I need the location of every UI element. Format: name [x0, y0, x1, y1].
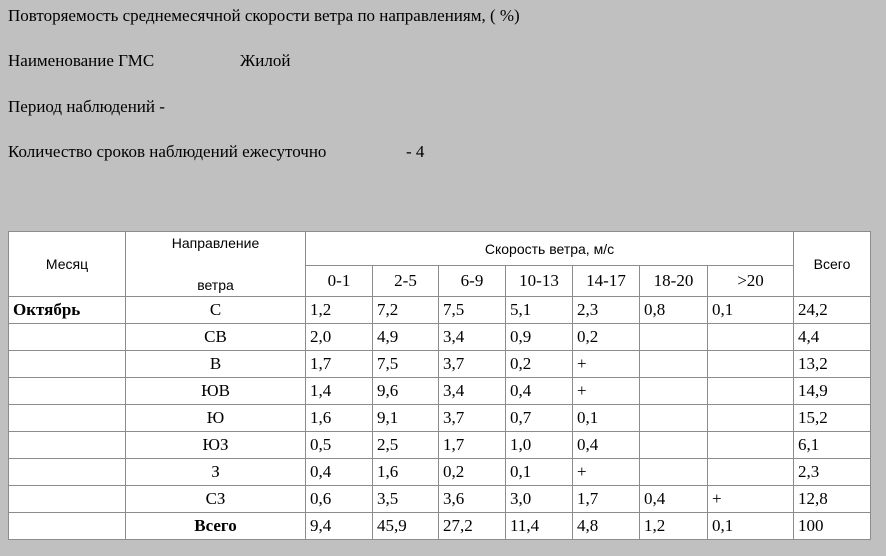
value-cell: 11,4 [506, 513, 573, 540]
value-cell: 0,6 [306, 486, 373, 513]
value-cell: 0,1 [708, 513, 794, 540]
value-cell: 0,5 [306, 432, 373, 459]
row-total-cell: 24,2 [794, 297, 871, 324]
header-speed-range: 18-20 [640, 266, 708, 297]
period-label: Период наблюдений - [8, 97, 165, 116]
value-cell: 0,1 [573, 405, 640, 432]
value-cell: 9,6 [373, 378, 439, 405]
value-cell: 27,2 [439, 513, 506, 540]
value-cell: 1,6 [373, 459, 439, 486]
value-cell: 0,1 [708, 297, 794, 324]
header-speed-range: >20 [708, 266, 794, 297]
observations-label: Количество сроков наблюдений ежесуточно [8, 142, 327, 161]
value-cell [640, 432, 708, 459]
value-cell: 0,4 [640, 486, 708, 513]
value-cell: 7,2 [373, 297, 439, 324]
wind-speed-table [8, 231, 871, 540]
table-row [9, 405, 871, 432]
value-cell: 1,7 [439, 432, 506, 459]
header-speed-range: 10-13 [506, 266, 573, 297]
header-total: Всего [794, 232, 871, 297]
station-row [8, 51, 291, 71]
observations-row [8, 142, 425, 162]
station-label: Наименование ГМС [8, 51, 155, 70]
header-speed-range: 2-5 [373, 266, 439, 297]
direction-cell: СЗ [126, 486, 306, 513]
value-cell: + [573, 351, 640, 378]
direction-cell: Ю [126, 405, 306, 432]
row-total-cell: 100 [794, 513, 871, 540]
header-speed-range: 0-1 [306, 266, 373, 297]
value-cell [708, 459, 794, 486]
value-cell: 3,0 [506, 486, 573, 513]
direction-cell: Всего [126, 513, 306, 540]
header-speed: Скорость ветра, м/с [306, 232, 794, 266]
value-cell: 0,2 [506, 351, 573, 378]
table-row [9, 378, 871, 405]
value-cell: 1,7 [573, 486, 640, 513]
row-total-cell: 12,8 [794, 486, 871, 513]
table-row [9, 351, 871, 378]
header-speed-range: 14-17 [573, 266, 640, 297]
value-cell: 0,8 [640, 297, 708, 324]
value-cell: 9,4 [306, 513, 373, 540]
header-direction-bottom: ветра [197, 277, 234, 293]
value-cell: 1,6 [306, 405, 373, 432]
value-cell: 0,4 [573, 432, 640, 459]
value-cell: 0,4 [306, 459, 373, 486]
value-cell [708, 351, 794, 378]
table-row [9, 486, 871, 513]
direction-cell: ЮЗ [126, 432, 306, 459]
row-total-cell: 15,2 [794, 405, 871, 432]
table-row [9, 324, 871, 351]
value-cell: 0,4 [506, 378, 573, 405]
header-direction-top: Направление [171, 235, 260, 251]
value-cell: 2,5 [373, 432, 439, 459]
value-cell: 4,8 [573, 513, 640, 540]
value-cell: 1,4 [306, 378, 373, 405]
value-cell [708, 324, 794, 351]
value-cell: 4,9 [373, 324, 439, 351]
direction-cell: СВ [126, 324, 306, 351]
table-row [9, 297, 871, 324]
value-cell: 1,2 [640, 513, 708, 540]
total-row [9, 513, 871, 540]
month-cell [9, 513, 126, 540]
value-cell [640, 351, 708, 378]
value-cell: 7,5 [373, 351, 439, 378]
month-cell [9, 432, 126, 459]
value-cell: 45,9 [373, 513, 439, 540]
row-total-cell: 13,2 [794, 351, 871, 378]
value-cell [708, 432, 794, 459]
value-cell: 3,4 [439, 378, 506, 405]
value-cell: 9,1 [373, 405, 439, 432]
month-cell [9, 459, 126, 486]
station-value: Жилой [240, 51, 291, 70]
value-cell: 0,2 [573, 324, 640, 351]
row-total-cell: 6,1 [794, 432, 871, 459]
table-body [9, 297, 871, 540]
month-cell [9, 405, 126, 432]
value-cell: 0,1 [506, 459, 573, 486]
value-cell: 3,7 [439, 405, 506, 432]
value-cell: 0,9 [506, 324, 573, 351]
month-cell [9, 378, 126, 405]
value-cell: + [708, 486, 794, 513]
direction-cell: З [126, 459, 306, 486]
header-direction [126, 232, 306, 297]
value-cell: 1,7 [306, 351, 373, 378]
direction-cell: ЮВ [126, 378, 306, 405]
value-cell [640, 378, 708, 405]
value-cell: 7,5 [439, 297, 506, 324]
month-cell: Октябрь [9, 297, 126, 324]
value-cell: + [573, 459, 640, 486]
direction-cell: С [126, 297, 306, 324]
header-speed-range: 6-9 [439, 266, 506, 297]
value-cell: 2,3 [573, 297, 640, 324]
direction-cell: В [126, 351, 306, 378]
value-cell: 1,2 [306, 297, 373, 324]
row-total-cell: 4,4 [794, 324, 871, 351]
row-total-cell: 14,9 [794, 378, 871, 405]
period-row [8, 97, 165, 117]
value-cell: 1,0 [506, 432, 573, 459]
value-cell [708, 378, 794, 405]
row-total-cell: 2,3 [794, 459, 871, 486]
value-cell: + [573, 378, 640, 405]
value-cell [708, 405, 794, 432]
value-cell [640, 324, 708, 351]
observations-value: - 4 [406, 142, 425, 161]
value-cell [640, 405, 708, 432]
header-month: Месяц [9, 232, 126, 297]
page-title: Повторяемость среднемесячной скорости ветра по направлениям, ( %) [8, 6, 520, 25]
month-cell [9, 351, 126, 378]
table-row [9, 432, 871, 459]
value-cell: 0,7 [506, 405, 573, 432]
value-cell: 5,1 [506, 297, 573, 324]
table-row [9, 459, 871, 486]
month-cell [9, 324, 126, 351]
value-cell: 3,6 [439, 486, 506, 513]
value-cell: 3,7 [439, 351, 506, 378]
value-cell: 2,0 [306, 324, 373, 351]
value-cell: 3,5 [373, 486, 439, 513]
value-cell [640, 459, 708, 486]
value-cell: 3,4 [439, 324, 506, 351]
value-cell: 0,2 [439, 459, 506, 486]
month-cell [9, 486, 126, 513]
